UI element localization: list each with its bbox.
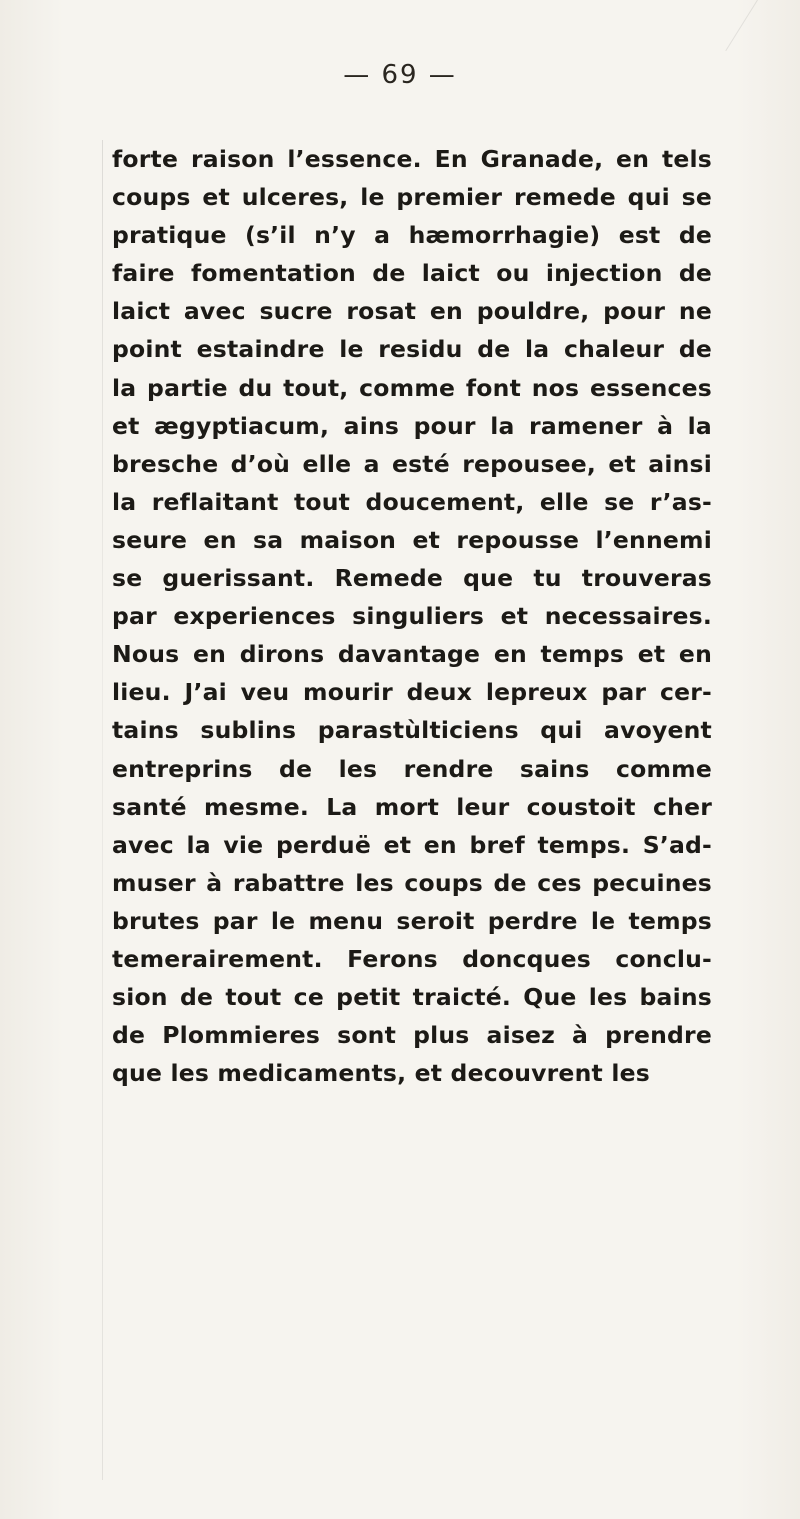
page-number: — 69 — [343,60,457,90]
text-line: la reflaitant tout doucement, elle se r’as- [112,487,712,516]
text-line: et ægyptiacum, ains pour la ramener à la [112,411,712,440]
text-line: coups et ulceres, le premier remede qui se [112,183,712,212]
text-line: Nous en dirons davantage en temps et en [112,640,712,669]
text-line: faire fomentation de laict ou injection de [112,259,712,288]
text-line: par experiences singuliers et necessaires. [112,602,712,631]
text-line: que les medicaments, et decouvrent les [112,1059,650,1088]
text-line: point estaindre le residu de la chaleur de [112,335,712,364]
text-line: la partie du tout, comme font nos essences [112,373,712,402]
text-line: se guerissant. Remede que tu trouveras [112,564,712,593]
text-line: bresche d’où elle a esté repousee, et ainsi [112,449,712,478]
text-line: de Plommieres sont plus aisez à prendre [112,1021,712,1050]
text-line: lieu. J’ai veu mourir deux lepreux par cer- [112,678,712,707]
text-line: avec la vie perduë et en bref temps. S’ad- [112,830,712,859]
text-line: brutes par le menu seroit perdre le temps [112,906,712,935]
text-line: entreprins de les rendre sains comme [112,754,712,783]
text-line: forte raison l’essence. En Granade, en tels [112,145,712,173]
page-gutter-shadow [102,140,103,1480]
text-line: muser à rabattre les coups de ces pecuines [112,868,712,897]
paper-fold-mark [725,0,758,51]
text-line: pratique (s’il n’y a hæmorrhagie) est de [112,221,712,250]
text-line: sion de tout ce petit traicté. Que les bains [112,983,712,1012]
text-line: tains sublins parastùlticiens qui avoyent [112,716,712,745]
text-line: santé mesme. La mort leur coustoit cher [112,792,712,821]
body-text [112,140,712,1092]
text-line: laict avec sucre rosat en pouldre, pour ne [112,297,712,326]
text-line: temerairement. Ferons doncques conclu- [112,944,712,973]
text-line: seure en sa maison et repousse l’ennemi [112,525,712,554]
